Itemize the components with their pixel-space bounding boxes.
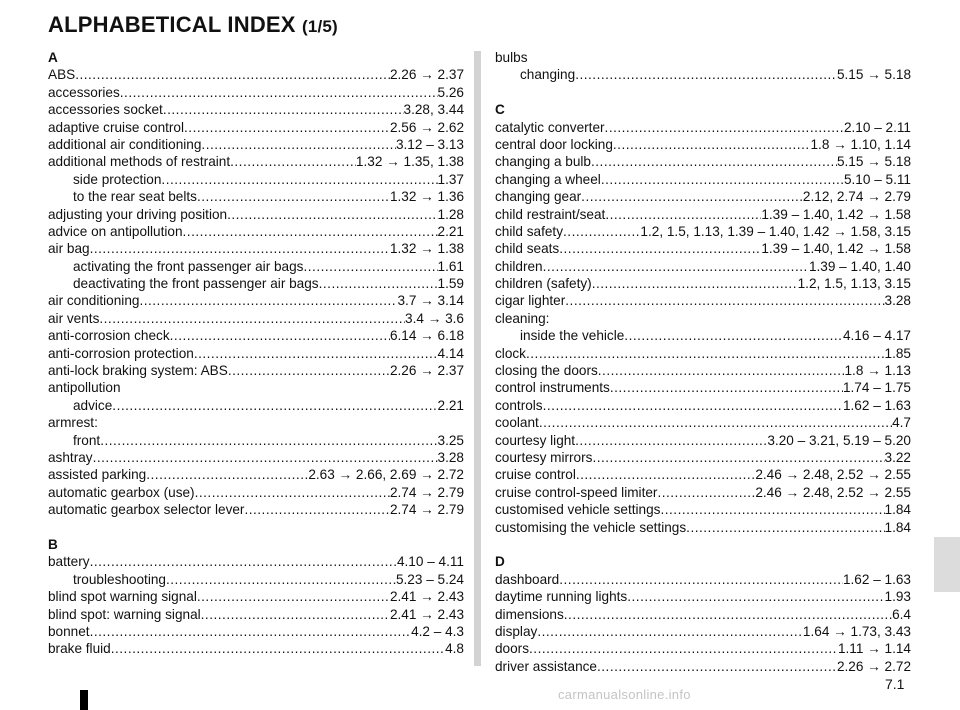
- index-entry: [48, 553, 464, 570]
- page-reference: 2.41 → 2.43: [389, 606, 464, 622]
- index-term: courtesy mirrors: [495, 449, 593, 465]
- dot-leader: [184, 119, 390, 136]
- index-term: brake fluid: [48, 641, 111, 657]
- index-entry: [48, 101, 464, 118]
- index-entry: [48, 240, 464, 257]
- index-term: bonnet: [48, 623, 90, 639]
- dot-leader: [230, 153, 356, 170]
- index-entry: [495, 397, 911, 414]
- page-reference: 1.37: [437, 171, 464, 187]
- dot-leader: [575, 432, 767, 449]
- index-subentry: [48, 397, 464, 414]
- page-reference: 2.26 → 2.72: [836, 658, 911, 674]
- index-term: blind spot: warning signal: [48, 606, 201, 622]
- page-reference: 2.10 – 2.11: [843, 119, 911, 135]
- dot-leader: [526, 345, 885, 362]
- page-reference: 1.39 – 1.40, 1.40: [808, 258, 911, 274]
- page-reference: 2.46 → 2.48, 2.52 → 2.55: [755, 484, 911, 500]
- index-term: adaptive cruise control: [48, 119, 185, 135]
- page-reference: 2.63 → 2.66, 2.69 → 2.72: [308, 467, 464, 483]
- index-entry: [495, 153, 911, 170]
- index-entry: [495, 606, 911, 623]
- page-reference: 1.28: [437, 206, 464, 222]
- index-term: air bag: [48, 241, 90, 257]
- index-entry: [48, 310, 464, 327]
- index-term: daytime running lights: [495, 589, 628, 605]
- dot-leader: [605, 119, 844, 136]
- index-term: armrest:: [48, 415, 98, 431]
- index-term: antipollution: [48, 380, 121, 396]
- index-term: anti-corrosion protection: [48, 345, 194, 361]
- dot-leader: [624, 327, 843, 344]
- dot-leader: [194, 345, 438, 362]
- index-term: automatic gearbox (use): [48, 484, 195, 500]
- dot-leader: [660, 501, 884, 518]
- index-subentry: [48, 275, 464, 292]
- index-term: doors: [495, 641, 530, 657]
- index-entry: [495, 588, 911, 605]
- page-reference: 1.62 – 1.63: [842, 571, 911, 587]
- spacer: [495, 536, 911, 553]
- page-reference: 2.21: [437, 223, 464, 239]
- index-entry: [48, 588, 464, 605]
- index-subentry: [495, 66, 911, 83]
- index-entry: [48, 501, 464, 518]
- watermark-text: carmanualsonline.info: [558, 687, 691, 702]
- crop-mark: [80, 690, 88, 710]
- index-term: customised vehicle settings: [495, 502, 661, 518]
- index-title: ALPHABETICAL INDEX: [48, 12, 296, 37]
- index-term: changing gear: [495, 189, 582, 205]
- index-entry: [48, 327, 464, 344]
- index-entry: [495, 136, 911, 153]
- page-reference: 6.4: [892, 606, 911, 622]
- spacer: [495, 84, 911, 101]
- index-heading: [495, 310, 911, 327]
- index-heading: [48, 379, 464, 396]
- index-term: cleaning:: [495, 310, 550, 326]
- page-title: [48, 12, 338, 38]
- page-reference: 5.23 – 5.24: [395, 571, 464, 587]
- index-term: display: [495, 623, 538, 639]
- index-entry: [495, 275, 911, 292]
- index-subentry: [48, 258, 464, 275]
- index-column-right: [495, 49, 911, 675]
- index-term: changing a wheel: [495, 171, 601, 187]
- index-term: additional methods of restraint: [48, 154, 231, 170]
- index-entry: [495, 432, 911, 449]
- dot-leader: [197, 188, 390, 205]
- index-subentry: [48, 188, 464, 205]
- index-subentry: [48, 432, 464, 449]
- index-entry: [48, 362, 464, 379]
- index-term: controls: [495, 397, 543, 413]
- dot-leader: [170, 327, 390, 344]
- page-reference: 2.26 → 2.37: [389, 363, 464, 379]
- index-entry: [495, 362, 911, 379]
- page-reference: 3.22: [884, 449, 911, 465]
- page-reference: 1.32 → 1.36: [389, 189, 464, 205]
- index-entry: [495, 206, 911, 223]
- dot-leader: [90, 623, 412, 640]
- index-term: anti-lock braking system: ABS: [48, 363, 228, 379]
- dot-leader: [610, 379, 843, 396]
- index-entry: [48, 136, 464, 153]
- page-reference: 3.20 – 3.21, 5.19 – 5.20: [767, 432, 911, 448]
- index-term: changing a bulb: [495, 154, 591, 170]
- page-reference: 2.46 → 2.48, 2.52 → 2.55: [755, 467, 911, 483]
- dot-leader: [75, 66, 390, 83]
- dot-leader: [539, 414, 892, 431]
- page-reference: 1.39 – 1.40, 1.42 → 1.58: [761, 241, 911, 257]
- index-entry: [48, 640, 464, 657]
- dot-leader: [686, 519, 884, 536]
- index-term: dashboard: [495, 571, 560, 587]
- page-reference: 1.2, 1.5, 1.13, 3.15: [797, 276, 911, 292]
- index-term: cigar lighter: [495, 293, 566, 309]
- index-term: child seats: [495, 241, 560, 257]
- page-reference: 1.59: [437, 276, 464, 292]
- index-entry: [495, 623, 911, 640]
- dot-leader: [166, 571, 396, 588]
- index-term: ashtray: [48, 449, 93, 465]
- index-term: adjusting your driving position: [48, 206, 228, 222]
- index-entry: [495, 449, 911, 466]
- index-term: central door locking: [495, 136, 613, 152]
- index-entry: [48, 84, 464, 101]
- page-reference: 2.74 → 2.79: [389, 502, 464, 518]
- index-entry: [48, 466, 464, 483]
- index-term: air vents: [48, 310, 100, 326]
- index-entry: [495, 345, 911, 362]
- dot-leader: [303, 258, 437, 275]
- page-reference: 1.8 → 1.13: [844, 363, 911, 379]
- index-entry: [495, 240, 911, 257]
- index-entry: [495, 119, 911, 136]
- index-heading: [48, 414, 464, 431]
- page-reference: 5.15 → 5.18: [836, 154, 911, 170]
- index-term: assisted parking: [48, 467, 147, 483]
- dot-leader: [112, 397, 437, 414]
- page-reference: 4.7: [892, 415, 911, 431]
- page-reference: 4.10 – 4.11: [396, 554, 464, 570]
- index-letter: A: [48, 50, 58, 65]
- index-term: air conditioning: [48, 293, 140, 309]
- index-subentry: [48, 171, 464, 188]
- index-term: child restraint/seat: [495, 206, 606, 222]
- dot-leader: [111, 640, 445, 657]
- index-term: side protection: [73, 171, 162, 187]
- index-entry: [495, 466, 911, 483]
- dot-leader: [592, 275, 798, 292]
- index-entry: [495, 292, 911, 309]
- dot-leader: [146, 466, 308, 483]
- index-term: ABS: [48, 67, 76, 83]
- index-term: cruise control: [495, 467, 576, 483]
- index-term: catalytic converter: [495, 119, 605, 135]
- dot-leader: [139, 292, 397, 309]
- page-reference: 6.14 → 6.18: [389, 328, 464, 344]
- dot-leader: [543, 258, 809, 275]
- dot-leader: [564, 606, 892, 623]
- page-reference: 1.2, 1.5, 1.13, 1.39 – 1.40, 1.42 → 1.58, 3.15: [640, 223, 911, 239]
- index-entry: [495, 501, 911, 518]
- dot-leader: [90, 553, 397, 570]
- page-number: 7.1: [885, 676, 905, 692]
- dot-leader: [197, 588, 390, 605]
- dot-leader: [201, 606, 390, 623]
- dot-leader: [575, 66, 837, 83]
- index-term: coolant: [495, 415, 539, 431]
- dot-leader: [559, 240, 761, 257]
- index-term: driver assistance: [495, 658, 597, 674]
- dot-leader: [244, 501, 389, 518]
- index-subentry: [48, 571, 464, 588]
- index-term: dimensions: [495, 606, 564, 622]
- dot-leader: [581, 188, 803, 205]
- dot-leader: [99, 310, 405, 327]
- dot-leader: [120, 84, 438, 101]
- page-reference: 3.12 – 3.13: [395, 136, 464, 152]
- dot-leader: [563, 223, 640, 240]
- dot-leader: [598, 362, 845, 379]
- index-term: courtesy light: [495, 432, 576, 448]
- page-reference: 1.93: [884, 589, 911, 605]
- dot-leader: [183, 223, 438, 240]
- index-term: clock: [495, 345, 526, 361]
- page-reference: 2.56 → 2.62: [389, 119, 464, 135]
- page-reference: 1.85: [884, 345, 911, 361]
- index-entry: [48, 449, 464, 466]
- index-term: children: [495, 258, 543, 274]
- index-subentry: [495, 327, 911, 344]
- page-reference: 1.8 → 1.10, 1.14: [810, 136, 911, 152]
- index-entry: [495, 658, 911, 675]
- page-reference: 1.11 → 1.14: [837, 641, 911, 657]
- index-term: troubleshooting: [73, 571, 166, 587]
- page-reference: 1.74 – 1.75: [842, 380, 911, 396]
- index-term: front: [73, 432, 101, 448]
- index-term: inside the vehicle: [520, 328, 625, 344]
- page-reference: 3.25: [437, 432, 464, 448]
- dot-leader: [565, 292, 884, 309]
- index-entry: [495, 379, 911, 396]
- dot-leader: [537, 623, 803, 640]
- index-term: cruise control-speed limiter: [495, 484, 658, 500]
- page-reference: 2.12, 2.74 → 2.79: [802, 189, 911, 205]
- page-reference: 5.15 → 5.18: [836, 67, 911, 83]
- index-letter: C: [495, 102, 505, 118]
- index-term: accessories: [48, 84, 120, 100]
- index-term: deactivating the front passenger air bags: [73, 276, 319, 292]
- page-reference: 3.4 → 3.6: [405, 310, 464, 326]
- page-reference: 1.39 – 1.40, 1.42 → 1.58: [761, 206, 911, 222]
- page-reference: 3.28, 3.44: [403, 102, 464, 118]
- index-term: to the rear seat belts: [73, 189, 197, 205]
- dot-leader: [605, 206, 761, 223]
- index-entry: [48, 484, 464, 501]
- page-reference: 3.28: [437, 449, 464, 465]
- dot-leader: [201, 136, 396, 153]
- index-entry: [495, 571, 911, 588]
- index-entry: [495, 414, 911, 431]
- dot-leader: [195, 484, 390, 501]
- index-entry: [48, 223, 464, 240]
- index-entry: [495, 640, 911, 657]
- page-reference: 1.32 → 1.35, 1.38: [355, 154, 464, 170]
- section-indicator: (1/5): [301, 17, 338, 36]
- index-entry: [495, 258, 911, 275]
- page-reference: 1.84: [884, 519, 911, 535]
- index-term: anti-corrosion check: [48, 328, 170, 344]
- dot-leader: [529, 640, 838, 657]
- index-entry: [495, 223, 911, 240]
- index-term: closing the doors: [495, 363, 598, 379]
- index-term: customising the vehicle settings: [495, 519, 687, 535]
- index-letter: D: [495, 554, 505, 570]
- index-term: blind spot warning signal: [48, 589, 197, 605]
- page-reference: 5.26: [437, 84, 464, 100]
- dot-leader: [576, 466, 755, 483]
- dot-leader: [93, 449, 438, 466]
- page-reference: 1.84: [884, 502, 911, 518]
- page-reference: 3.7 → 3.14: [397, 293, 464, 309]
- index-term: activating the front passenger air bags: [73, 258, 304, 274]
- index-heading: [495, 49, 911, 66]
- page-reference: 1.64 → 1.73, 3.43: [802, 623, 911, 639]
- page-reference: 2.74 → 2.79: [389, 484, 464, 500]
- index-term: child safety: [495, 223, 564, 239]
- page-reference: 2.21: [437, 397, 464, 413]
- chapter-tab: [934, 537, 960, 592]
- index-term: children (safety): [495, 276, 592, 292]
- dot-leader: [613, 136, 811, 153]
- dot-leader: [227, 206, 437, 223]
- dot-leader: [591, 153, 837, 170]
- index-entry: [48, 623, 464, 640]
- index-term: automatic gearbox selector lever: [48, 502, 245, 518]
- dot-leader: [627, 588, 884, 605]
- index-term: control instruments: [495, 380, 610, 396]
- index-term: changing: [520, 67, 576, 83]
- index-term: additional air conditioning: [48, 136, 202, 152]
- index-entry: [48, 66, 464, 83]
- page-reference: 2.41 → 2.43: [389, 589, 464, 605]
- index-term: accessories socket: [48, 102, 163, 118]
- index-letter: B: [48, 536, 58, 552]
- index-entry: [495, 188, 911, 205]
- page-reference: 4.14: [437, 345, 464, 361]
- index-term: advice on antipollution: [48, 223, 183, 239]
- dot-leader: [597, 658, 837, 675]
- index-term: advice: [73, 397, 113, 413]
- index-column-left: [48, 49, 464, 658]
- index-entry: [48, 606, 464, 623]
- index-term: battery: [48, 554, 90, 570]
- dot-leader: [543, 397, 843, 414]
- index-entry: [495, 519, 911, 536]
- index-entry: [48, 206, 464, 223]
- dot-leader: [163, 101, 404, 118]
- page-reference: 4.8: [445, 641, 464, 657]
- index-entry: [495, 484, 911, 501]
- page-reference: 1.61: [437, 258, 464, 274]
- page-reference: 2.26 → 2.37: [389, 67, 464, 83]
- dot-leader: [592, 449, 884, 466]
- index-entry: [48, 119, 464, 136]
- dot-leader: [319, 275, 438, 292]
- page-reference: 4.16 – 4.17: [842, 328, 911, 344]
- page-reference: 5.10 – 5.11: [843, 171, 911, 187]
- dot-leader: [601, 171, 844, 188]
- dot-leader: [161, 171, 437, 188]
- dot-leader: [100, 432, 437, 449]
- page-reference: 1.32 → 1.38: [389, 241, 464, 257]
- dot-leader: [228, 362, 390, 379]
- dot-leader: [657, 484, 755, 501]
- column-divider: [474, 51, 481, 666]
- page-reference: 3.28: [884, 293, 911, 309]
- dot-leader: [559, 571, 843, 588]
- index-entry: [48, 292, 464, 309]
- index-entry: [495, 171, 911, 188]
- dot-leader: [90, 240, 390, 257]
- index-term: bulbs: [495, 50, 528, 65]
- index-entry: [48, 345, 464, 362]
- spacer: [48, 519, 464, 536]
- index-entry: [48, 153, 464, 170]
- page-reference: 4.2 – 4.3: [411, 623, 464, 639]
- page-reference: 1.62 – 1.63: [842, 397, 911, 413]
